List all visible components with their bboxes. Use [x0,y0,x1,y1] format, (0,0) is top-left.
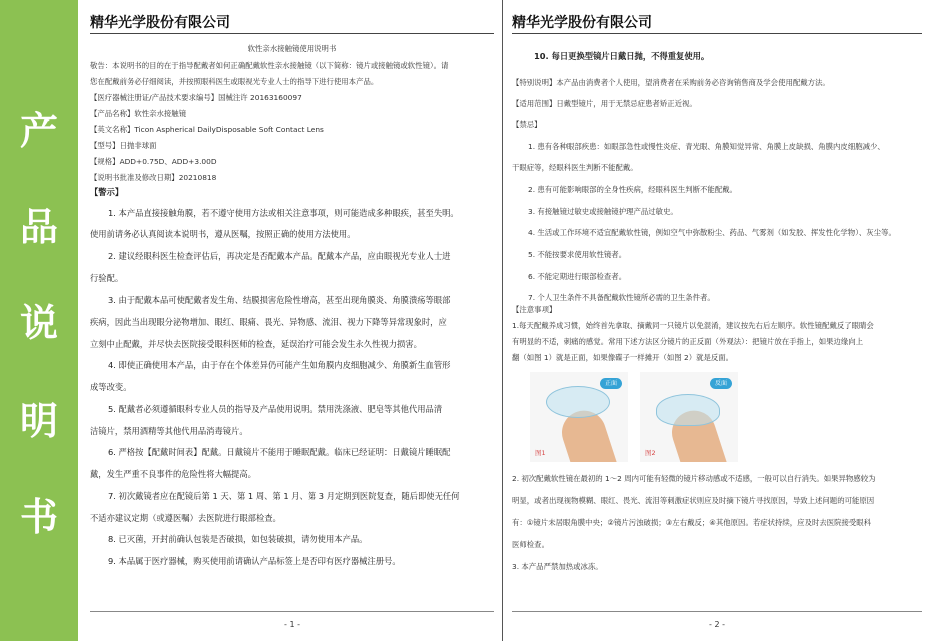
company-header: 精华光学股份有限公司 [512,15,652,31]
figure-1-front-side [530,372,628,462]
footer-rule [512,611,922,612]
warning-line: 洁镜片，禁用酒精等其他代用品消毒镜片。 [90,426,248,436]
contra-line: 4. 生活或工作环境不适宜配戴软性镜，例如空气中弥散粉尘、药品、气雾剂（如发胶、挥发性化学物）、灰尘等。 [528,228,896,237]
sidebar-banner [0,0,78,641]
contra-line: 5. 不能按要求使用软性镜者。 [528,250,627,259]
warning-line: 不适亦建议定期（或遵医嘱）去医院进行眼部检查。 [90,513,281,523]
warning-line: 1. 本产品直接接触角膜，若不遵守使用方法或相关注意事项，则可能造成多种眼疾，甚至失明。 [108,208,459,218]
notes-title: 【注意事项】 [512,305,557,314]
warning-line: 8. 已灭菌，开封前确认包装是否破损，如包装破损，请勿使用本产品。 [108,534,368,544]
notice-line: 您在配戴前务必仔细阅读，并按照眼科医生或眼视光专业人士的指导下进行使用本产品。 [90,77,379,86]
scope-text: 【适用范围】日戴型镜片，用于无禁忌症患者矫正近视。 [512,99,697,108]
company-header: 精华光学股份有限公司 [90,15,230,31]
page-1 [90,0,494,641]
page-2 [512,0,922,641]
page-number: - 2 - [709,620,725,629]
info-line: 【说明书批准及修改日期】20210818 [90,173,217,182]
sidebar-char: 产 [19,108,58,153]
sidebar-char: 品 [19,204,58,249]
page-number: - 1 - [284,620,300,629]
note-line: 有明显的不适，刺痛的感觉。常用下述方法区分镜片的正反面（外观法）：把镜片放在手指上，如果边缘向上 [512,337,864,346]
warning-line: 疾病，因此当出现眼分泌物增加、眼红、眼痛、畏光、异物感、流泪、视力下降等异常现象时，应 [90,317,447,327]
lens-illustration [546,386,610,418]
warning-line: 戴，发生严重不良事件的危险性将大幅提高。 [90,469,256,479]
note-line: 明显，或者出现视物模糊、眼红、畏光、流泪等刺激症状则应及时摘下镜片寻找原因，导致上述问题的可能原因 [512,496,875,505]
notice-line: 敬告：本说明书的目的在于指导配戴者如何正确配戴软性亲水接触镜（以下简称：镜片或接触镜或软性镜）。请 [90,61,449,70]
note-line: 3. 本产品严禁加热或冰冻。 [512,562,603,571]
special-notice: 【特别说明】本产品由消费者个人使用，望消费者在采购前务必咨询销售商及学会使用配戴方法。 [512,78,830,87]
warning-line: 5. 配戴者必须遵循眼科专业人员的指导及产品使用说明。禁用洗涤液、肥皂等其他代用品清 [108,404,443,414]
warning-line: 9. 本品属于医疗器械，购买使用前请确认产品标签上是否印有医疗器械注册号。 [108,556,401,566]
warning-line: 4. 即使正确使用本产品，由于存在个体差异仍可能产生如角膜内皮细胞减少、角膜新生血管形 [108,360,451,370]
sidebar-char: 明 [19,398,58,443]
note-line: 医师检查。 [512,540,549,549]
header-rule [512,33,922,34]
contra-line: 6. 不能定期进行眼部检查者。 [528,272,627,281]
note-line: 翻（如图 1）就是正面，如果像碟子一样摊开（如图 2）就是反面。 [512,353,734,362]
info-line: 【英文名称】Ticon Aspherical DailyDisposable Soft Contact Lens [90,125,324,134]
warning-line: 成等改变。 [90,382,132,392]
warning-line: 立刻中止配戴，并尽快去医院接受眼科医师的检查，延误治疗可能会发生永久性视力损害。 [90,339,422,349]
contra-line: 干眼症等，经眼科医生判断不能配戴。 [512,163,638,172]
contra-title: 【禁忌】 [512,120,542,129]
warning-line: 行验配。 [90,273,124,283]
figure-2-back-side [640,372,738,462]
figure-badge: 反面 [710,378,732,389]
info-line: 【规格】ADD+0.75D、ADD+3.00D [90,157,217,166]
note-line: 2. 初次配戴软性镜在最初的 1～2 周内可能有轻微的镜片移动感或不适感，一般可以自行消失。如果异物感较为 [512,474,876,483]
note-line: 1.每天配戴养成习惯，始终首先拿取、摘戴同一只镜片以免混淆，建议按先右后左顺序。软性镜配戴反了眼睛会 [512,321,874,330]
footer-rule [90,611,494,612]
figure-badge: 正面 [600,378,622,389]
doc-title: 软性亲水接触镜使用说明书 [247,44,337,53]
info-line: 【型号】日抛非球面 [90,141,157,150]
lens-illustration [656,394,720,426]
page-divider [502,0,503,641]
contra-line: 7. 个人卫生条件不具备配戴软性镜所必需的卫生条件者。 [528,293,715,302]
warning-line: 3. 由于配戴本品可使配戴者发生角、结膜损害危险性增高，甚至出现角膜炎、角膜溃疡等眼部 [108,295,451,305]
warning-line: 2. 建议经眼科医生检查评估后，再决定是否配戴本产品。配戴本产品，应由眼视光专业人士进 [108,251,451,261]
figure-caption: 图2 [645,449,656,457]
sidebar-char: 说 [19,300,58,345]
warning-line: 使用前请务必认真阅读本说明书，遵从医嘱，按照正确的使用方法使用。 [90,229,356,239]
contra-line: 2. 患有可能影响眼部的全身性疾病，经眼科医生判断不能配戴。 [528,185,737,194]
info-line: 【医疗器械注册证/产品技术要求编号】国械注许 20163160097 [90,93,302,102]
section-heading: 10. 每日更换型镜片日戴日抛，不得重复使用。 [534,51,710,61]
warning-line: 6. 严格按【配戴时间表】配戴。日戴镜片不能用于睡眠配戴。临床已经证明：日戴镜片睡眠配 [108,447,451,457]
sidebar-char: 书 [19,494,58,539]
contra-line: 1. 患有各种眼部疾患：如眼部急性或慢性炎症、青光眼、角膜知觉异常、角膜上皮缺损、角膜内皮细胞减少、 [528,142,885,151]
warning-line: 7. 初次戴镜者应在配镜后第 1 天、第 1 周、第 1 月、第 3 月定期到医院复查，随后即使无任何 [108,491,460,501]
info-line: 【产品名称】软性亲水接触镜 [90,109,187,118]
header-rule [90,33,494,34]
figure-caption: 图1 [535,449,546,457]
contra-line: 3. 有接触镜过敏史或接触镜护理产品过敏史。 [528,207,678,216]
warning-title: 【警示】 [90,187,124,197]
note-line: 有：①镜片未居眼角膜中央；②镜片污浊破损；③左右戴反；④其他原因。若症状持续，应及时去医院接受眼科 [512,518,872,527]
